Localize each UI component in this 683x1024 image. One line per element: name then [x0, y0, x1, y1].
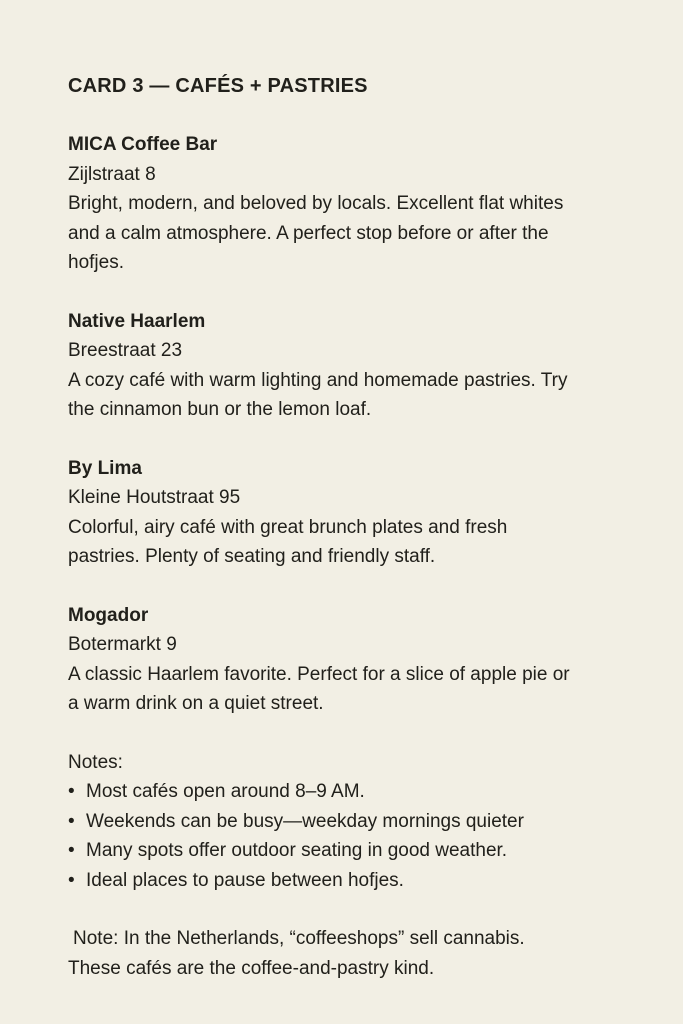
bullet-icon — [68, 807, 86, 837]
cafe-address: Botermarkt 9 — [68, 634, 177, 655]
cafe-description: A cozy café with warm lighting and homemade pastries. Try the cinnamon bun or the lemon loaf. — [68, 369, 568, 420]
notes-heading: Notes: — [68, 751, 123, 773]
bullet-icon — [68, 866, 86, 896]
bullet-icon — [68, 777, 86, 807]
cafe-address: Kleine Houtstraat 95 — [68, 487, 241, 508]
note-text: Most cafés open around 8–9 AM. — [86, 781, 365, 802]
cafe-description: A classic Haarlem favorite. Perfect for a slice of apple pie or a warm drink on a quiet street. — [68, 663, 570, 714]
list-item — [68, 807, 580, 837]
note-text: Ideal places to pause between hofjes. — [86, 869, 404, 891]
note-text: Weekends can be busy—weekday mornings quieter — [86, 810, 524, 832]
list-item — [68, 836, 580, 866]
card-title: CARD 3 — CAFÉS + PASTRIES — [68, 75, 368, 97]
cafe-entry-native-haarlem — [68, 307, 580, 425]
cafe-entry-by-lima — [68, 454, 580, 572]
bullet-icon — [68, 836, 86, 866]
cafe-name: By Lima — [68, 457, 142, 479]
cafe-description: Bright, modern, and beloved by locals. Excellent flat whites and a calm atmosphere. A perfect stop before or after the hofjes. — [68, 193, 564, 273]
cafe-name: Native Haarlem — [68, 310, 206, 332]
footnote — [68, 924, 580, 983]
list-item — [68, 866, 580, 896]
footnote-line: Note: In the Netherlands, “coffeeshops” sell cannabis. — [73, 928, 525, 949]
cafe-address: Zijlstraat 8 — [68, 163, 156, 185]
card-content — [68, 72, 580, 983]
list-item — [68, 777, 580, 807]
note-text: Many spots offer outdoor seating in good weather. — [86, 840, 508, 861]
cafe-entry-mica — [68, 130, 580, 278]
notes-section — [68, 748, 580, 896]
cafe-address: Breestraat 23 — [68, 340, 183, 361]
cafe-name: Mogador — [68, 604, 149, 626]
footnote-line: These cafés are the coffee-and-pastry kind. — [68, 957, 435, 979]
cafe-name: MICA Coffee Bar — [68, 134, 218, 155]
cafe-entry-mogador — [68, 601, 580, 719]
cafe-description: Colorful, airy café with great brunch plates and fresh pastries. Plenty of seating and friendly staff. — [68, 516, 508, 567]
